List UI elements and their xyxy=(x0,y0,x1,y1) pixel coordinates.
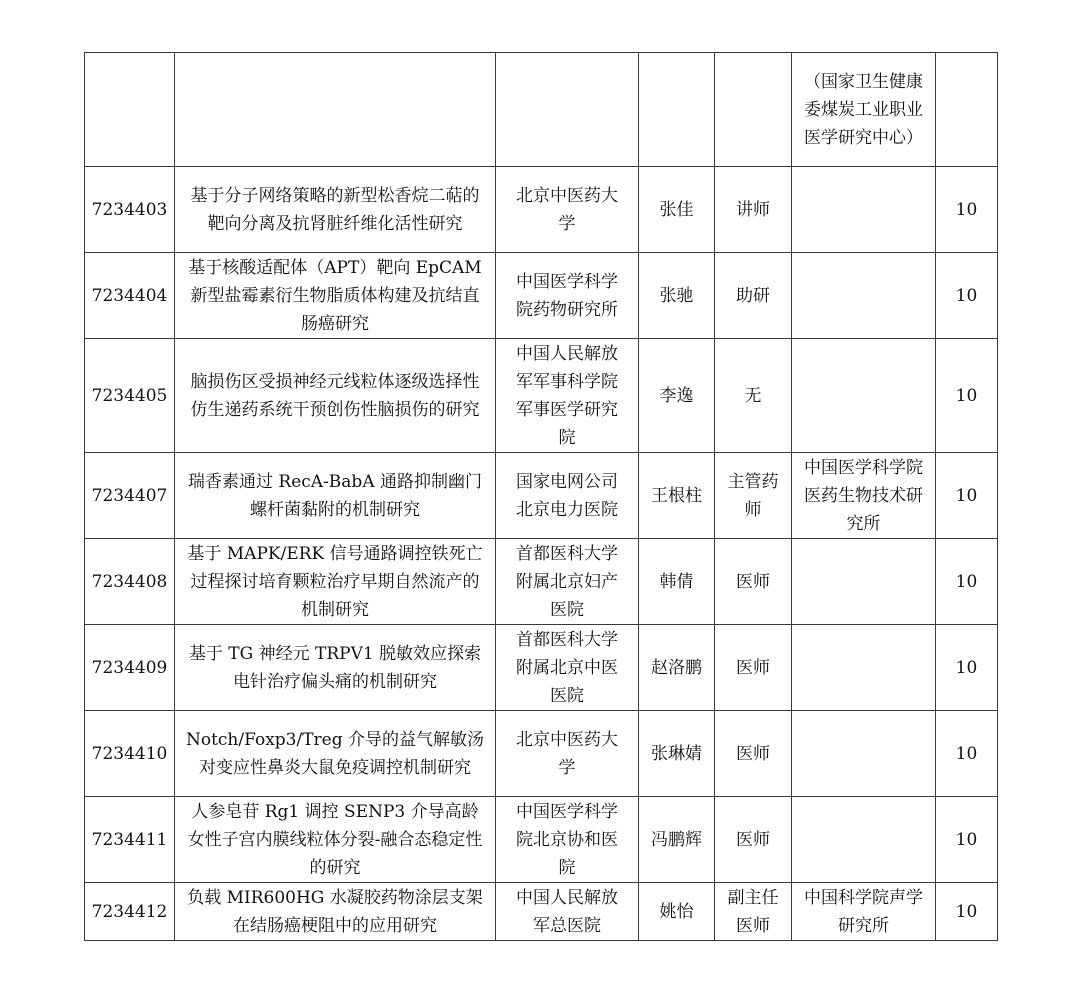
score-cell: 10 xyxy=(936,883,998,941)
code-cell: 7234408 xyxy=(85,539,175,625)
institution-cell: 中国医学科学院北京协和医院 xyxy=(496,797,639,883)
table-row xyxy=(85,453,998,539)
partner-cell xyxy=(792,539,936,625)
table-row xyxy=(85,539,998,625)
institution-cell: 中国人民解放军总医院 xyxy=(496,883,639,941)
institution-cell: 中国医学科学院药物研究所 xyxy=(496,253,639,339)
partner-cell xyxy=(792,625,936,711)
position-cell xyxy=(715,53,792,167)
institution-cell: 国家电网公司北京电力医院 xyxy=(496,453,639,539)
position-cell: 主管药师 xyxy=(715,453,792,539)
score-cell xyxy=(936,53,998,167)
institution-cell: 北京中医药大学 xyxy=(496,167,639,253)
person-cell: 张佳 xyxy=(639,167,715,253)
person-cell: 张驰 xyxy=(639,253,715,339)
partner-cell: 中国科学院声学研究所 xyxy=(792,883,936,941)
title-cell: 基于分子网络策略的新型松香烷二萜的靶向分离及抗肾脏纤维化活性研究 xyxy=(175,167,496,253)
score-cell: 10 xyxy=(936,625,998,711)
title-cell: 脑损伤区受损神经元线粒体逐级选择性仿生递药系统干预创伤性脑损伤的研究 xyxy=(175,339,496,453)
position-cell: 医师 xyxy=(715,711,792,797)
title-cell: 人参皂苷 Rg1 调控 SENP3 介导高龄女性子宫内膜线粒体分裂-融合态稳定性的研究 xyxy=(175,797,496,883)
institution-cell: 首都医科大学附属北京妇产医院 xyxy=(496,539,639,625)
partner-cell xyxy=(792,167,936,253)
institution-cell xyxy=(496,53,639,167)
code-cell: 7234410 xyxy=(85,711,175,797)
partner-cell: 中国医学科学院医药生物技术研究所 xyxy=(792,453,936,539)
table-body xyxy=(85,53,998,941)
code-cell: 7234404 xyxy=(85,253,175,339)
position-cell: 助研 xyxy=(715,253,792,339)
score-cell: 10 xyxy=(936,339,998,453)
code-cell: 7234405 xyxy=(85,339,175,453)
table-row-continuation xyxy=(85,53,998,167)
table-row xyxy=(85,253,998,339)
position-cell: 医师 xyxy=(715,797,792,883)
table-row xyxy=(85,625,998,711)
project-table xyxy=(84,52,998,941)
position-cell: 副主任医师 xyxy=(715,883,792,941)
institution-cell: 首都医科大学附属北京中医医院 xyxy=(496,625,639,711)
code-cell: 7234412 xyxy=(85,883,175,941)
person-cell: 赵洛鹏 xyxy=(639,625,715,711)
person-cell: 姚怡 xyxy=(639,883,715,941)
score-cell: 10 xyxy=(936,167,998,253)
score-cell: 10 xyxy=(936,539,998,625)
position-cell: 无 xyxy=(715,339,792,453)
title-cell: 基于核酸适配体（APT）靶向 EpCAM 新型盐霉素衍生物脂质体构建及抗结直肠癌研究 xyxy=(175,253,496,339)
position-cell: 讲师 xyxy=(715,167,792,253)
person-cell: 王根柱 xyxy=(639,453,715,539)
person-cell xyxy=(639,53,715,167)
code-cell: 7234409 xyxy=(85,625,175,711)
person-cell: 韩倩 xyxy=(639,539,715,625)
table-row xyxy=(85,339,998,453)
institution-cell: 北京中医药大学 xyxy=(496,711,639,797)
title-cell: 瑞香素通过 RecA-BabA 通路抑制幽门螺杆菌黏附的机制研究 xyxy=(175,453,496,539)
table-row xyxy=(85,711,998,797)
title-cell: 基于 TG 神经元 TRPV1 脱敏效应探索电针治疗偏头痛的机制研究 xyxy=(175,625,496,711)
institution-cell: 中国人民解放军军事科学院军事医学研究院 xyxy=(496,339,639,453)
title-cell xyxy=(175,53,496,167)
table-row xyxy=(85,883,998,941)
person-cell: 冯鹏辉 xyxy=(639,797,715,883)
code-cell: 7234403 xyxy=(85,167,175,253)
code-cell: 7234407 xyxy=(85,453,175,539)
position-cell: 医师 xyxy=(715,539,792,625)
score-cell: 10 xyxy=(936,711,998,797)
position-cell: 医师 xyxy=(715,625,792,711)
table-row xyxy=(85,797,998,883)
partner-cell xyxy=(792,339,936,453)
title-cell: 基于 MAPK/ERK 信号通路调控铁死亡过程探讨培育颗粒治疗早期自然流产的机制研究 xyxy=(175,539,496,625)
code-cell: 7234411 xyxy=(85,797,175,883)
title-cell: 负载 MIR600HG 水凝胶药物涂层支架在结肠癌梗阻中的应用研究 xyxy=(175,883,496,941)
partner-cell xyxy=(792,711,936,797)
person-cell: 李逸 xyxy=(639,339,715,453)
partner-cell xyxy=(792,253,936,339)
table-row xyxy=(85,167,998,253)
score-cell: 10 xyxy=(936,253,998,339)
partner-cell xyxy=(792,797,936,883)
code-cell xyxy=(85,53,175,167)
score-cell: 10 xyxy=(936,453,998,539)
person-cell: 张琳婧 xyxy=(639,711,715,797)
partner-cell: （国家卫生健康委煤炭工业职业医学研究中心） xyxy=(792,53,936,167)
score-cell: 10 xyxy=(936,797,998,883)
title-cell: Notch/Foxp3/Treg 介导的益气解敏汤对变应性鼻炎大鼠免疫调控机制研究 xyxy=(175,711,496,797)
